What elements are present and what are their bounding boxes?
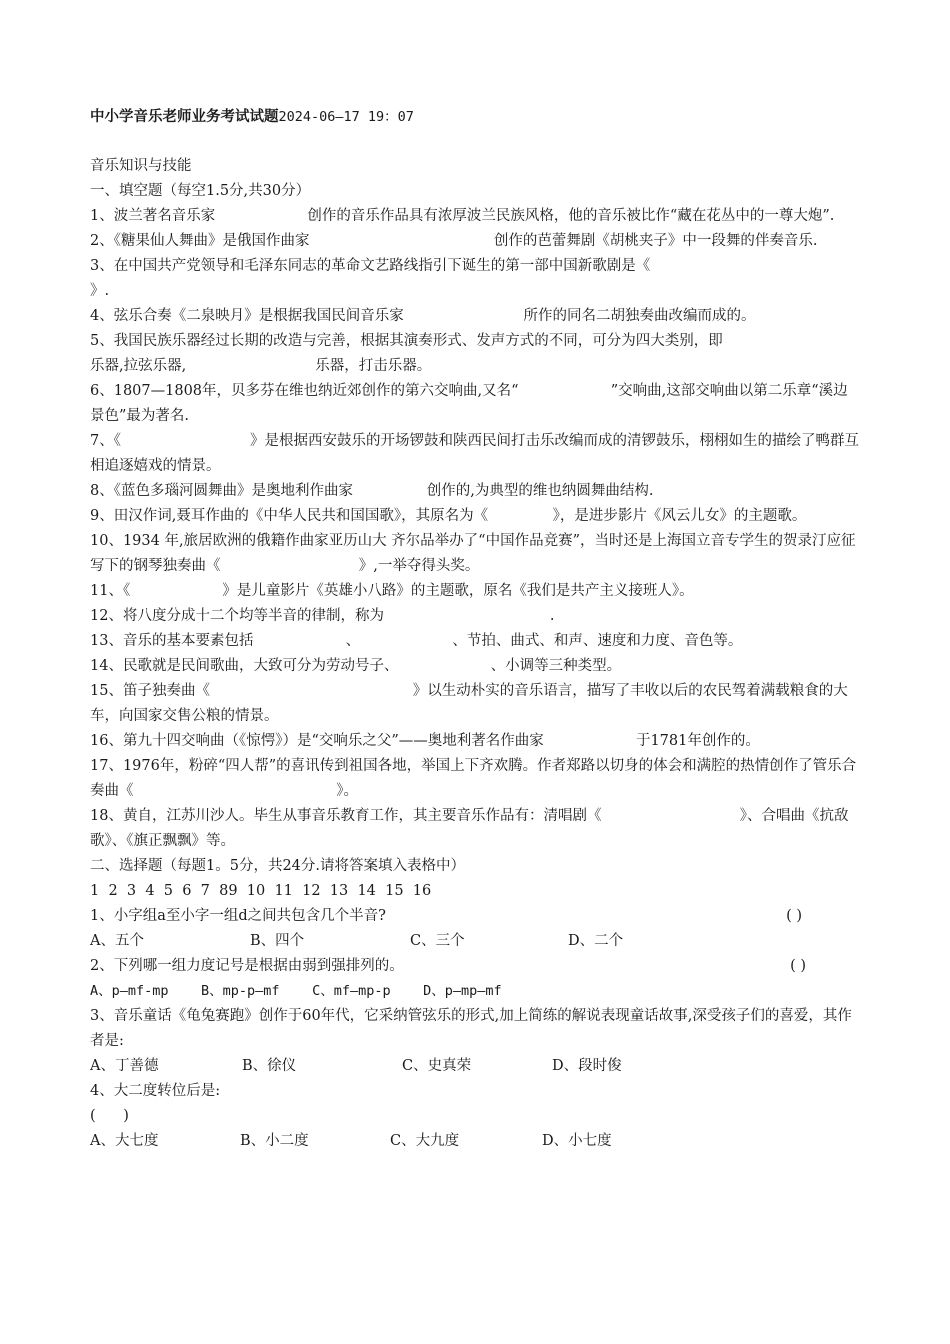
part1-heading: 一、填空题（每空1.5分,共30分） xyxy=(90,183,311,199)
section-heading: 音乐知识与技能 xyxy=(90,158,192,174)
doc-title: 中小学音乐老师业务考试试题 xyxy=(90,109,279,125)
mc-question-4: 4、大二度转位后是: xyxy=(90,1083,221,1099)
answer-paren: ( ) xyxy=(790,958,806,974)
fill-question-17: 17、1976年，粉碎“四人帮”的喜讯传到祖国各地，举国上下齐欢腾。作者郑路以切身的体会和满腔的热情创作了管乐合奏曲《 》。 xyxy=(90,758,857,799)
answer-paren: ( ) xyxy=(90,1108,129,1124)
mc-question-3: 3、音乐童话《龟兔赛跑》创作于60年代，它采纳管弦乐的形式,加上简练的解说表现童话故事,深受孩子们的喜爱，其作者是: xyxy=(90,1008,852,1049)
option-c: C、大九度 xyxy=(390,1133,460,1149)
fill-question-5: 5、我国民族乐器经过长期的改造与完善，根据其演奏形式、发声方式的不同，可分为四大类别，即 xyxy=(90,333,723,349)
option-d: D、二个 xyxy=(568,933,624,949)
fill-question-6: 6、1807—1808年，贝多芬在维也纳近郊创作的第六交响曲,又名“ ”交响曲,这部交响曲以第二乐章“溪边景色”最为著名. xyxy=(90,383,848,424)
exam-page xyxy=(90,104,862,1154)
option-b: B、四个 xyxy=(250,933,305,949)
answer-table-row: 1 2 3 4 5 6 7 89 10 11 12 13 14 15 16 xyxy=(90,883,432,899)
option-d: D、小七度 xyxy=(542,1133,612,1149)
doc-date: 2024-06—17 19：07 xyxy=(278,109,414,125)
mc-stem: 2、下列哪一组力度记号是根据由弱到强排列的。 xyxy=(90,958,404,974)
option-a: A、丁善德 xyxy=(90,1058,159,1074)
mc-options-3 xyxy=(90,1054,862,1079)
answer-paren: ( ) xyxy=(786,908,802,924)
fill-question-10: 10、1934 年,旅居欧洲的俄籍作曲家亚历山大 齐尔品举办了“中国作品竞赛”，当时还是上海国立音专学生的贺录汀应征写下的钢琴独奏曲《 》,一举夺得头奖。 xyxy=(90,533,856,574)
mc-options-2: A、p—mf-mp B、mp-p—mf C、mf—mp-p D、p—mp—mf xyxy=(90,983,502,999)
mc-options-1 xyxy=(90,929,862,954)
mc-options-4 xyxy=(90,1129,862,1154)
fill-question-5-cont: 乐器,拉弦乐器, 乐器，打击乐器。 xyxy=(90,358,432,374)
mc-question-2 xyxy=(90,954,862,979)
fill-question-14: 14、民歌就是民间歌曲，大致可分为劳动号子、 、小调等三种类型。 xyxy=(90,658,622,674)
fill-question-15: 15、笛子独奏曲《 》以生动朴实的音乐语言，描写了丰收以后的农民驾着满载粮食的大车，向国家交售公粮的情景。 xyxy=(90,683,848,724)
fill-question-4: 4、弦乐合奏《二泉映月》是根据我国民间音乐家 所作的同名二胡独奏曲改编而成的。 xyxy=(90,308,756,324)
doc-title-line xyxy=(90,104,862,130)
fill-question-16: 16、第九十四交响曲（《惊愕》）是“交响乐之父”——奥地利著名作曲家 于1781年创作的。 xyxy=(90,733,760,749)
option-c: C、三个 xyxy=(410,933,465,949)
mc-stem: 1、小字组a至小字一组d之间共包含几个半音? xyxy=(90,908,386,924)
part2-heading: 二、选择题（每题1。5分，共24分.请将答案填入表格中） xyxy=(90,858,466,874)
fill-question-18: 18、黄自，江苏川沙人。毕生从事音乐教育工作，其主要音乐作品有：清唱剧《 》、合唱曲《抗敌歌》、《旗正飘飘》等。 xyxy=(90,808,849,849)
option-b: B、徐仪 xyxy=(242,1058,297,1074)
fill-question-8: 8、《蓝色多瑙河圆舞曲》是奥地利作曲家 创作的,为典型的维也纳圆舞曲结构. xyxy=(90,483,654,499)
mc-question-1 xyxy=(90,904,862,929)
fill-question-2: 2、《糖果仙人舞曲》是俄国作曲家 创作的芭蕾舞剧《胡桃夹子》中一段舞的伴奏音乐. xyxy=(90,233,818,249)
fill-question-1: 1、波兰著名音乐家 创作的音乐作品具有浓厚波兰民族风格，他的音乐被比作“藏在花丛中的一尊大炮”. xyxy=(90,208,835,224)
option-c: C、史真荣 xyxy=(402,1058,472,1074)
option-a: A、大七度 xyxy=(90,1133,159,1149)
fill-question-7: 7、《 》是根据西安鼓乐的开场锣鼓和陕西民间打击乐改编而成的清锣鼓乐，栩栩如生的描绘了鸭群互相追逐嬉戏的情景。 xyxy=(90,433,860,474)
fill-question-12: 12、将八度分成十二个均等半音的律制，称为 . xyxy=(90,608,555,624)
option-d: D、段时俊 xyxy=(552,1058,622,1074)
option-b: B、小二度 xyxy=(240,1133,309,1149)
fill-question-3-cont: 》. xyxy=(90,283,110,299)
fill-question-13: 13、音乐的基本要素包括 、 、节拍、曲式、和声、速度和力度、音色等。 xyxy=(90,633,743,649)
option-a: A、五个 xyxy=(90,933,144,949)
fill-question-11: 11、《 》是儿童影片《英雄小八路》的主题歌，原名《我们是共产主义接班人》。 xyxy=(90,583,694,599)
fill-question-3: 3、在中国共产党领导和毛泽东同志的革命文艺路线指引下诞生的第一部中国新歌剧是《 xyxy=(90,258,651,274)
fill-question-9: 9、田汉作词,聂耳作曲的《中华人民共和国国歌》，其原名为《 》，是进步影片《风云儿女》的主题歌。 xyxy=(90,508,807,524)
